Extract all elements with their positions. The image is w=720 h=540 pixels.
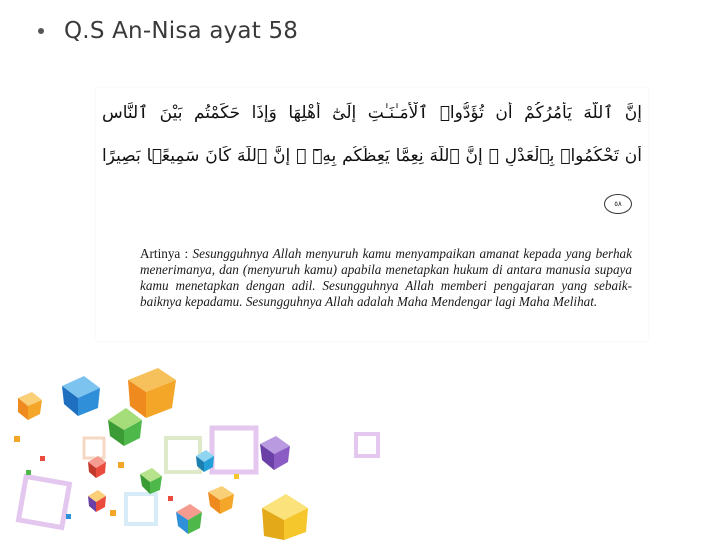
slide-title: Q.S An-Nisa ayat 58 (64, 18, 299, 44)
cube (88, 490, 106, 512)
ayah-number: ٥٨ (614, 200, 622, 208)
dot (26, 470, 31, 475)
translation-body: Sesungguhnya Allah menyuruh kamu menyampaikan amanat kepada yang berhak menerimanya, dan (menyuruh kamu) apabila menetapkan hukum di antara manusia supaya kamu menetapkan dengan adil. Sesungguhnya Allah memberi pengajaran yang sebaik-baiknya kepadamu. Sesungguhnya Allah adalah Maha Mendengar lagi Maha Melihat. (140, 246, 632, 309)
outline-square (166, 438, 200, 472)
dot (66, 514, 71, 519)
cube (108, 408, 142, 446)
cube (140, 468, 162, 494)
outline-square (19, 477, 70, 528)
arabic-verse-line-2: أَن تَحْكُمُوا۟ بِٱلْعَدْلِ ۚ إِنَّ ٱللَّهَ نِعِمَّا يَعِظُكُم بِهِۦٓ ۗ إِنَّ ٱللَّهَ كَانَ سَمِيعًۢا بَصِيرًا (102, 146, 642, 166)
dot (110, 510, 116, 516)
dot (14, 436, 20, 442)
dot (234, 474, 239, 479)
arabic-verse-line-1: إِنَّ ٱللَّهَ يَأْمُرُكُمْ أَن تُؤَدُّوا۟ ٱلْأَمَـٰنَـٰتِ إِلَىٰٓ أَهْلِهَا وَإِذَا حَكَمْتُم بَيْنَ ٱلنَّاسِ (102, 103, 642, 123)
cube (262, 494, 308, 540)
cube (176, 504, 202, 534)
dot (168, 496, 173, 501)
dot (118, 462, 124, 468)
cube (18, 392, 42, 420)
dot (40, 456, 45, 461)
outline-square (356, 434, 378, 456)
outline-square (212, 428, 256, 472)
cube (260, 436, 290, 470)
translation-label: Artinya : (140, 246, 193, 261)
outline-square (84, 438, 104, 458)
cube (62, 376, 100, 416)
outline-square (126, 494, 156, 524)
cube (208, 486, 234, 514)
cube (128, 368, 176, 418)
